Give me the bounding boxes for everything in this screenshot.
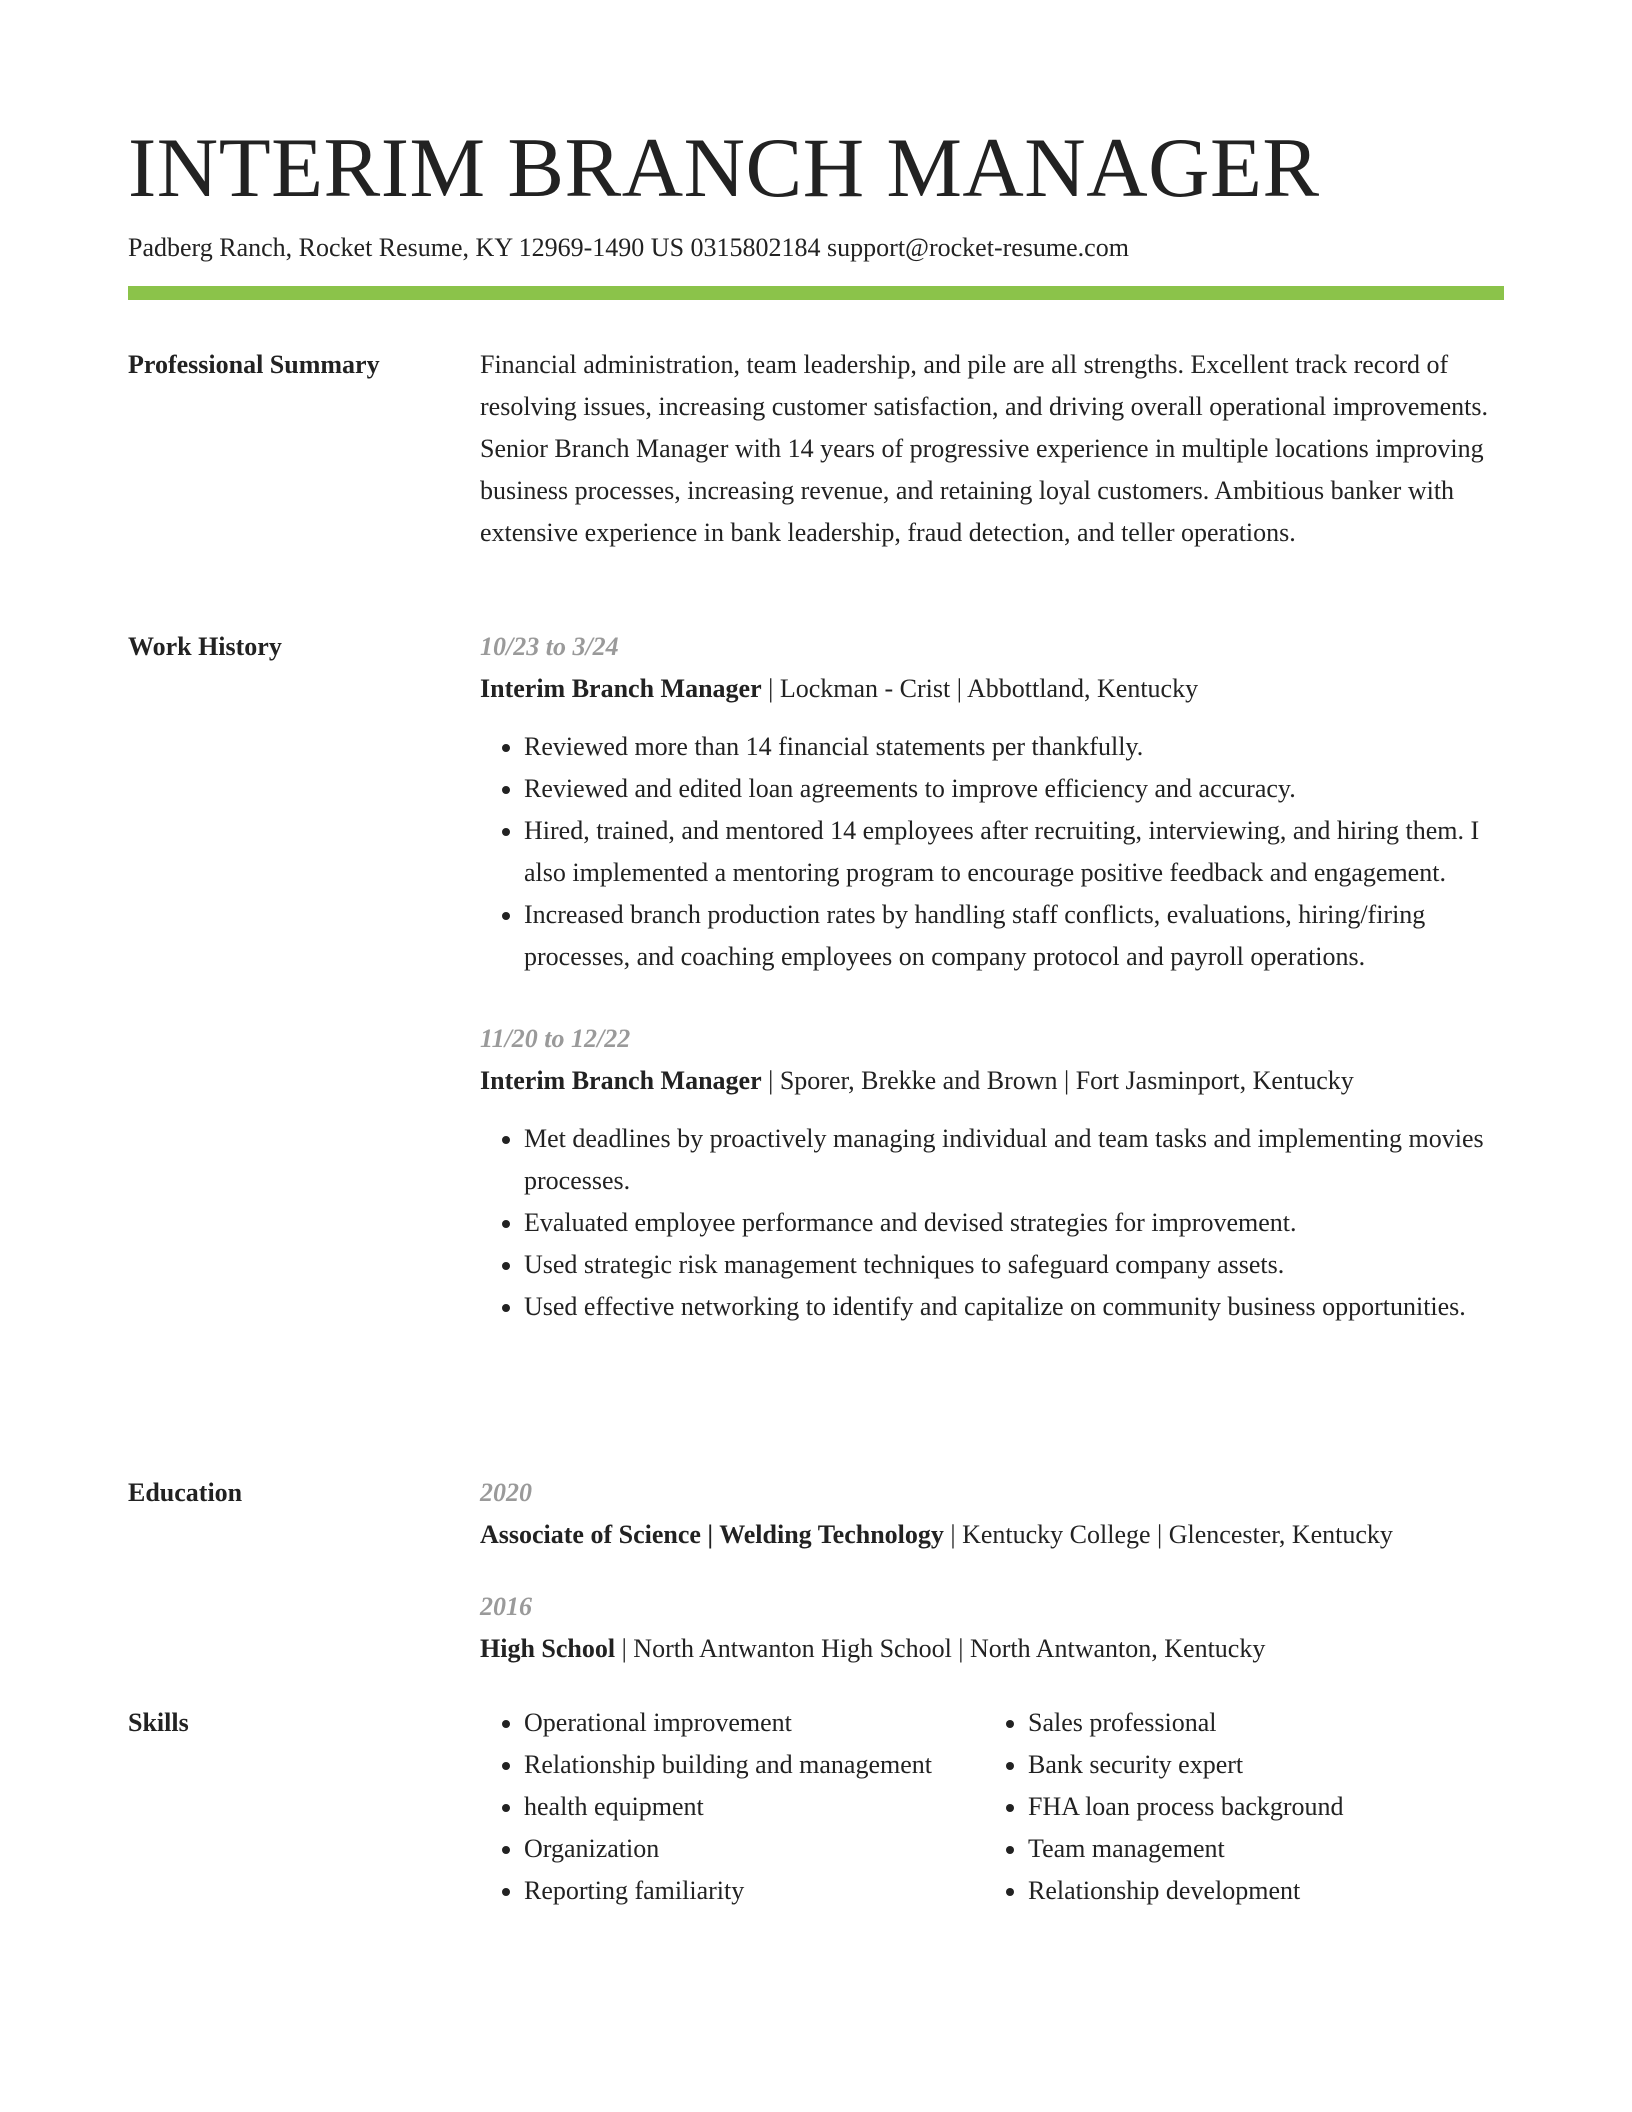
education-line xyxy=(480,1628,1504,1670)
job-role-line xyxy=(480,1060,1504,1102)
job-bullets xyxy=(480,726,1504,978)
job-entry xyxy=(480,626,1504,978)
education-degree: Associate of Science | Welding Technology xyxy=(480,1520,944,1549)
job-dates: 10/23 to 3/24 xyxy=(480,632,619,661)
skills-column-right xyxy=(984,1702,1488,1912)
job-bullet: • Reviewed and edited loan agreements to improve efficiency and accuracy. xyxy=(524,768,1504,810)
skill-item: • Relationship building and management xyxy=(524,1744,984,1786)
education-entry xyxy=(480,1586,1504,1670)
job-bullet: • Used effective networking to identify and capitalize on community business opportunities. xyxy=(524,1286,1504,1328)
education-degree: High School xyxy=(480,1634,616,1663)
skill-item: • Reporting familiarity xyxy=(524,1870,984,1912)
job-details: | Lockman - Crist | Abbottland, Kentucky xyxy=(761,674,1199,703)
education-line xyxy=(480,1514,1504,1556)
skill-item: • FHA loan process background xyxy=(1028,1786,1488,1828)
job-bullet: • Met deadlines by proactively managing individual and team tasks and implementing movies processes. xyxy=(524,1118,1504,1202)
education-entry xyxy=(480,1472,1504,1556)
section-title-work-history: Work History xyxy=(128,632,282,661)
section-title-skills: Skills xyxy=(128,1708,189,1737)
education-year: 2020 xyxy=(480,1478,532,1507)
job-dates: 11/20 to 12/22 xyxy=(480,1024,631,1053)
job-bullet: • Reviewed more than 14 financial statements per thankfully. xyxy=(524,726,1504,768)
accent-divider xyxy=(128,286,1504,300)
job-bullets xyxy=(480,1118,1504,1328)
skills-column-left xyxy=(480,1702,984,1912)
skill-item: • Organization xyxy=(524,1828,984,1870)
skill-item: • Relationship development xyxy=(1028,1870,1488,1912)
education-details: | North Antwanton High School | North Antwanton, Kentucky xyxy=(615,1634,1266,1663)
education-details: | Kentucky College | Glencester, Kentucky xyxy=(943,1520,1393,1549)
contact-line: Padberg Ranch, Rocket Resume, KY 12969-1490 US 0315802184 support@rocket-resume.com xyxy=(128,233,1129,262)
job-details: | Sporer, Brekke and Brown | Fort Jasminport, Kentucky xyxy=(761,1066,1354,1095)
skill-item: • Bank security expert xyxy=(1028,1744,1488,1786)
skill-item: • Operational improvement xyxy=(524,1702,984,1744)
skill-item: • health equipment xyxy=(524,1786,984,1828)
resume-name: INTERIM BRANCH MANAGER xyxy=(128,121,1320,215)
job-title: Interim Branch Manager xyxy=(480,674,762,703)
skill-item: • Team management xyxy=(1028,1828,1488,1870)
job-bullet: • Increased branch production rates by handling staff conflicts, evaluations, hiring/firing processes, and coaching employees on company protocol and payroll operations. xyxy=(524,894,1504,978)
section-title-summary: Professional Summary xyxy=(128,350,380,379)
job-bullet: • Used strategic risk management techniques to safeguard company assets. xyxy=(524,1244,1504,1286)
job-bullet: • Hired, trained, and mentored 14 employees after recruiting, interviewing, and hiring them. I also implemented a mentoring program to encourage positive feedback and engagement. xyxy=(524,810,1504,894)
summary-text: Financial administration, team leadership, and pile are all strengths. Excellent track record of resolving issues, increasing customer satisfaction, and driving overall operational improvements. Senior Branch Manager with 14 years of progressive experience in multiple locations improving business processes, increasing revenue, and retaining loyal customers. Ambitious banker with extensive experience in bank leadership, fraud detection, and teller operations. xyxy=(480,350,1488,547)
skill-item: • Sales professional xyxy=(1028,1702,1488,1744)
job-entry xyxy=(480,1018,1504,1328)
section-title-education: Education xyxy=(128,1478,243,1507)
education-year: 2016 xyxy=(480,1592,532,1621)
job-bullet: • Evaluated employee performance and devised strategies for improvement. xyxy=(524,1202,1504,1244)
job-title: Interim Branch Manager xyxy=(480,1066,762,1095)
job-role-line xyxy=(480,668,1504,710)
